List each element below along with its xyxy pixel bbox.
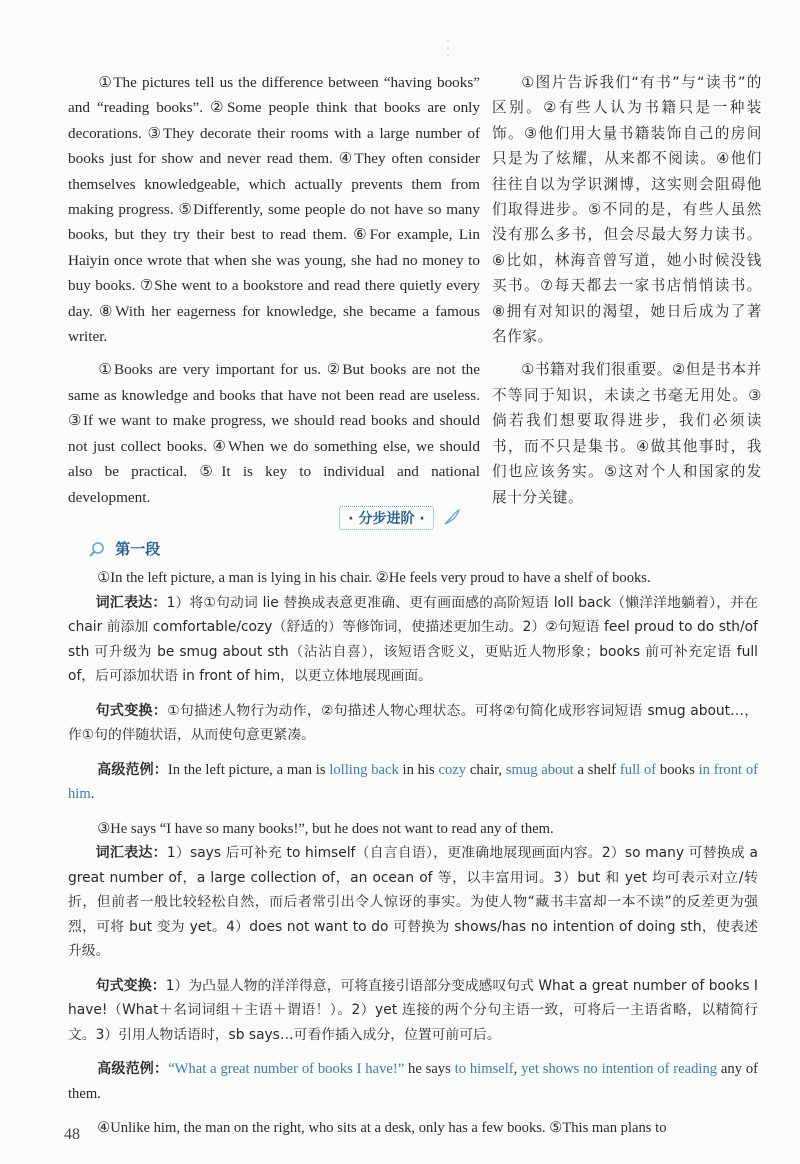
- ex1-highlight: cozy: [438, 761, 467, 778]
- syntax-text-1: ①句描述人物行为动作，②句描述人物心理状态。可将②句简化成形容词短语 smug about…，作①句的伴随状语，从而使句意更紧凑。: [68, 702, 758, 743]
- chinese-translation: [492, 70, 762, 510]
- syntax-text-2: 1）为凸显人物的洋洋得意，可将直接引语部分变成感叹句式 What a great number of books I have!（What＋名词词组＋主语＋谓语！）。2）yet 连接的两个分句主语一致，可将后一主语省略，以精简行文。3）引用人物话语时，sb says…可看作插入成分，位置可前可后。: [68, 977, 759, 1043]
- ex2-text: any of them.: [68, 1061, 758, 1102]
- syntax-note-1: [68, 699, 758, 748]
- decorative-dots: [446, 38, 450, 58]
- ex1-highlight: in front of him: [68, 761, 759, 802]
- ex1-highlight: smug about: [505, 761, 574, 778]
- sentence-3: ③He says “I have so many books!”, but he does not want to read any of them.: [97, 820, 554, 837]
- english-paragraph-2: ①Books are very important for us. ②But books are not the same as knowledge and books that have not been read are useless. ③If we want to make progress, we should read books and should not just collect books. ④When we do something else, we should also be practical. ⑤It is key to individual and national development.: [68, 361, 480, 506]
- ex1-text: chair,: [466, 761, 506, 778]
- vocab-text-1: 1）将①句动词 lie 替换成表意更准确、更有画面感的高阶短语 loll back（懒洋洋地躺着），并在 chair 前添加 comfortable/cozy（舒适的）等修饰词，使描述更加生动。2）②句短语 feel proud to do sth/of sth 可升级为 be smug about sth（沾沾自喜），该短语含贬义，更贴近人物形象；books 前可补充定语 full of，后可添加状语 in front of him，以更立体地展现画面。: [68, 594, 759, 684]
- magnifier-icon: [88, 541, 106, 559]
- step-header: [0, 506, 800, 530]
- ex2-highlight: “What a great number of books I have!”: [168, 1061, 405, 1077]
- quill-icon: [443, 508, 461, 530]
- paragraph-title-text: 第一段: [115, 540, 161, 558]
- sentence-4-5: ④Unlike him, the man on the right, who sits at a desk, only has a few books. ⑤This man plans to: [97, 1120, 667, 1136]
- chinese-paragraph-1: ①图片告诉我们“有书”与“读书”的区别。②有些人认为书籍只是一种装饰。③他们用大量书籍装饰自己的房间只是为了炫耀，从来都不阅读。④他们往往自以为学识渊博，这实则会阻碍他们取得进步。⑤不同的是，有些人虽然没有那么多书，但会尽最大努力读书。⑥比如，林海音曾写道，她小时候没钱买书。⑦每天都去一家书店悄悄读书。⑧拥有对知识的渴望，她日后成为了著名作家。: [492, 74, 762, 346]
- ex2-text: ,: [513, 1061, 522, 1077]
- ex2-highlight: yet shows no intention of reading: [521, 1061, 718, 1077]
- vocab-note-1: [68, 591, 758, 689]
- syntax-label: 句式变换：: [95, 977, 166, 994]
- vocab-text-2: 1）says 后可补充 to himself（自言自语），更准确地展现画面内容。2）so many 可替换成 a great number of，a large collection of，an ocean of 等，以丰富用词。3）but 和 yet 均可表示对立/转折，但前者一般比较轻松自然，而后者常引出令人惊讶的事实。为使人物“藏书丰富却一本不读”的反差更为强烈，可将 but 变为 yet。4）does not want to do 可替换为 shows/has no intention of doing sth，使表述升级。: [68, 845, 758, 959]
- example-label: 高级范例：: [97, 1061, 169, 1077]
- ex1-text: .: [90, 786, 95, 802]
- example-2: [68, 1057, 758, 1106]
- syntax-note-2: [68, 974, 758, 1048]
- example-label: 高级范例：: [97, 761, 168, 778]
- vocab-label: 词汇表达：: [95, 845, 167, 861]
- vocab-label: 词汇表达：: [95, 594, 167, 611]
- example-1: [68, 758, 758, 807]
- ex2-text: he says: [404, 1061, 455, 1077]
- ex1-text: a shelf: [573, 761, 620, 778]
- english-paragraph-1: ①The pictures tell us the difference between “having books” and “reading books”. ②Some people think that books are only decorations. ③They decorate their rooms with a large number of books just for show and never read them. ④They often consider themselves knowledgeable, which actually prevents them from making progress. ⑤Differently, some people do not have so many books, but they try their best to read them. ⑥For example, Lin Haiyin once wrote that when she was young, she had no money to buy books. ⑦She went to a bookstore and read there quietly every day. ⑧With her eagerness for knowledge, she became a famous writer.: [68, 74, 480, 346]
- ex1-highlight: full of: [619, 761, 657, 778]
- vocab-note-2: [68, 841, 758, 964]
- sentence-1-2: ①In the left picture, a man is lying in his chair. ②He feels very proud to have a shelf of books.: [97, 570, 651, 586]
- syntax-label: 句式变换：: [95, 702, 168, 719]
- ex1-text: in his: [398, 761, 439, 778]
- page-number: 48: [64, 1126, 80, 1143]
- step-header-label: · 分步进阶 ·: [339, 506, 433, 530]
- chinese-paragraph-2: ①书籍对我们很重要。②但是书本并不等同于知识，未读之书毫无用处。③倘若我们想要取得进步，我们必须读书，而不只是集书。④做其他事时，我们也应该务实。⑤这对个人和国家的发展十分关键。: [492, 361, 762, 506]
- english-essay: [68, 70, 480, 510]
- ex2-highlight: to himself: [454, 1061, 514, 1077]
- analysis-section: [68, 566, 758, 1141]
- paragraph-title: [88, 538, 160, 559]
- ex1-highlight: lolling back: [329, 761, 399, 778]
- ex1-text: books: [656, 761, 699, 778]
- ex1-text: In the left picture, a man is: [167, 761, 330, 778]
